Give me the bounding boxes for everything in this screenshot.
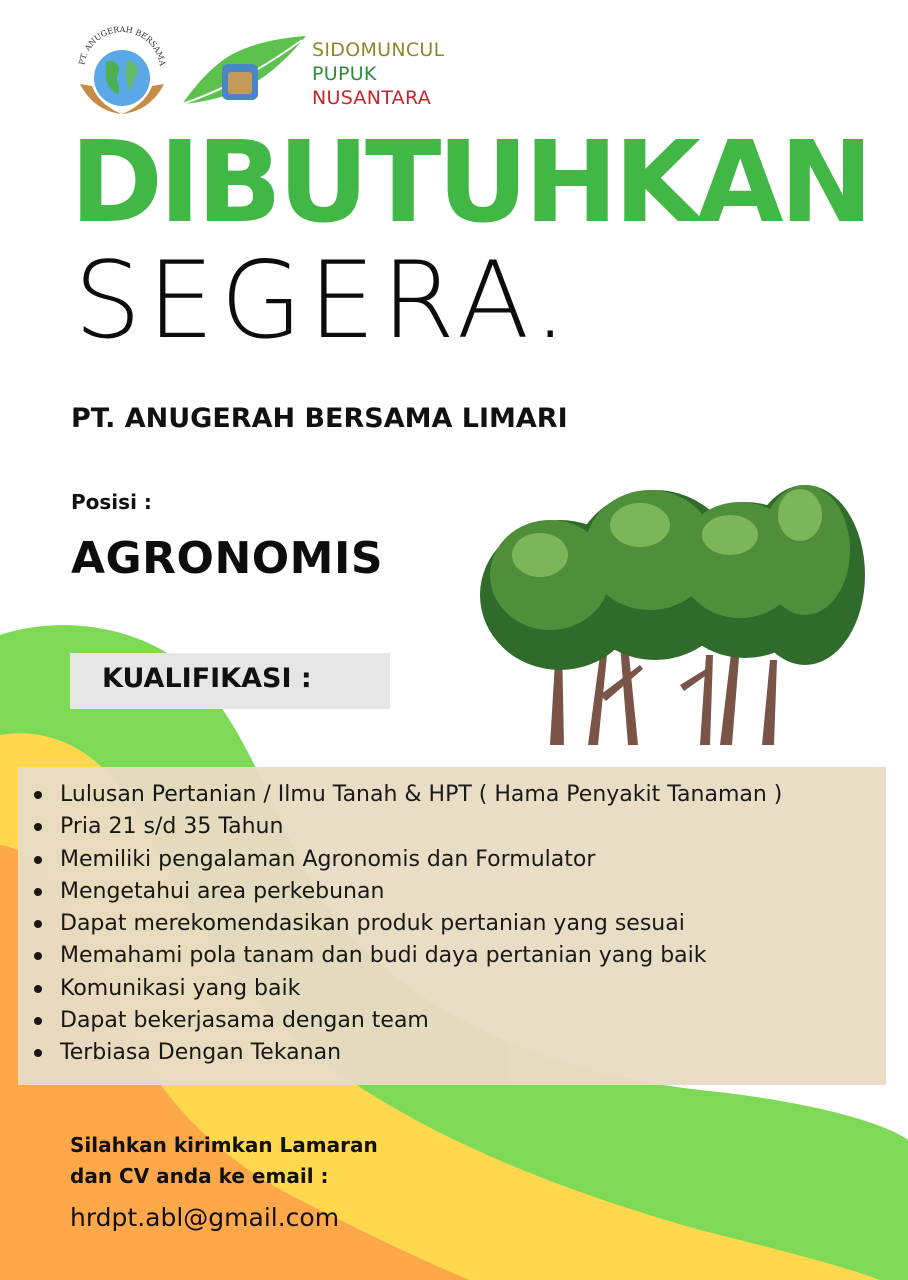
globe-hands-logo-icon (72, 26, 172, 122)
list-item: Memiliki pengalaman Agronomis dan Formulator (30, 844, 782, 876)
list-item: Komunikasi yang baik (30, 973, 782, 1005)
leaf-logo (178, 34, 310, 110)
qualifications-list (30, 779, 782, 1070)
position-value: AGRONOMIS (71, 533, 384, 584)
apply-line-1: Silahkan kirimkan Lamaran (70, 1133, 378, 1157)
list-item: Terbiasa Dengan Tekanan (30, 1037, 782, 1069)
trees-illustration-icon (470, 455, 870, 755)
position-label: Posisi : (71, 490, 152, 514)
bullet-icon (34, 791, 42, 799)
bullet-icon (34, 823, 42, 831)
leaf-logo-icon (178, 34, 310, 110)
svg-text:PT. ANUGERAH BERSAMA LIMARI: PT. ANUGERAH BERSAMA (77, 26, 167, 67)
bullet-icon (34, 920, 42, 928)
bullet-icon (34, 856, 42, 864)
headline-segera: SEGERA. (74, 239, 574, 362)
bullet-icon (34, 952, 42, 960)
list-item: Lulusan Pertanian / Ilmu Tanah & HPT ( Hama Penyakit Tanaman ) (30, 779, 782, 811)
list-item: Pria 21 s/d 35 Tahun (30, 811, 782, 843)
apply-line-2: dan CV anda ke email : (70, 1164, 329, 1188)
list-item: Dapat merekomendasikan produk pertanian yang sesuai (30, 908, 782, 940)
email-address[interactable]: hrdpt.abl@gmail.com (70, 1203, 340, 1232)
bullet-icon (34, 1017, 42, 1025)
company-globe-logo (72, 26, 172, 122)
brand-text (312, 38, 445, 110)
bullet-icon (34, 888, 42, 896)
list-item: Mengetahui area perkebunan (30, 876, 782, 908)
qualifications-heading: KUALIFIKASI : (102, 663, 312, 694)
brand-line-sidomuncul: SIDOMUNCUL (312, 39, 445, 61)
list-item: Memahami pola tanam dan budi daya pertanian yang baik (30, 940, 782, 972)
list-item: Dapat bekerjasama dengan team (30, 1005, 782, 1037)
bullet-icon (34, 1049, 42, 1057)
trees-illustration (470, 455, 870, 755)
qualifications-heading-box (70, 653, 390, 709)
company-name: PT. ANUGERAH BERSAMA LIMARI (71, 403, 568, 434)
brand-line-nusantara: NUSANTARA (312, 87, 432, 109)
bullet-icon (34, 985, 42, 993)
brand-line-pupuk: PUPUK (312, 63, 377, 85)
headline-dibutuhkan: DIBUTUHKAN (70, 118, 870, 248)
apply-instructions (70, 1130, 378, 1192)
qualifications-panel (18, 767, 886, 1085)
